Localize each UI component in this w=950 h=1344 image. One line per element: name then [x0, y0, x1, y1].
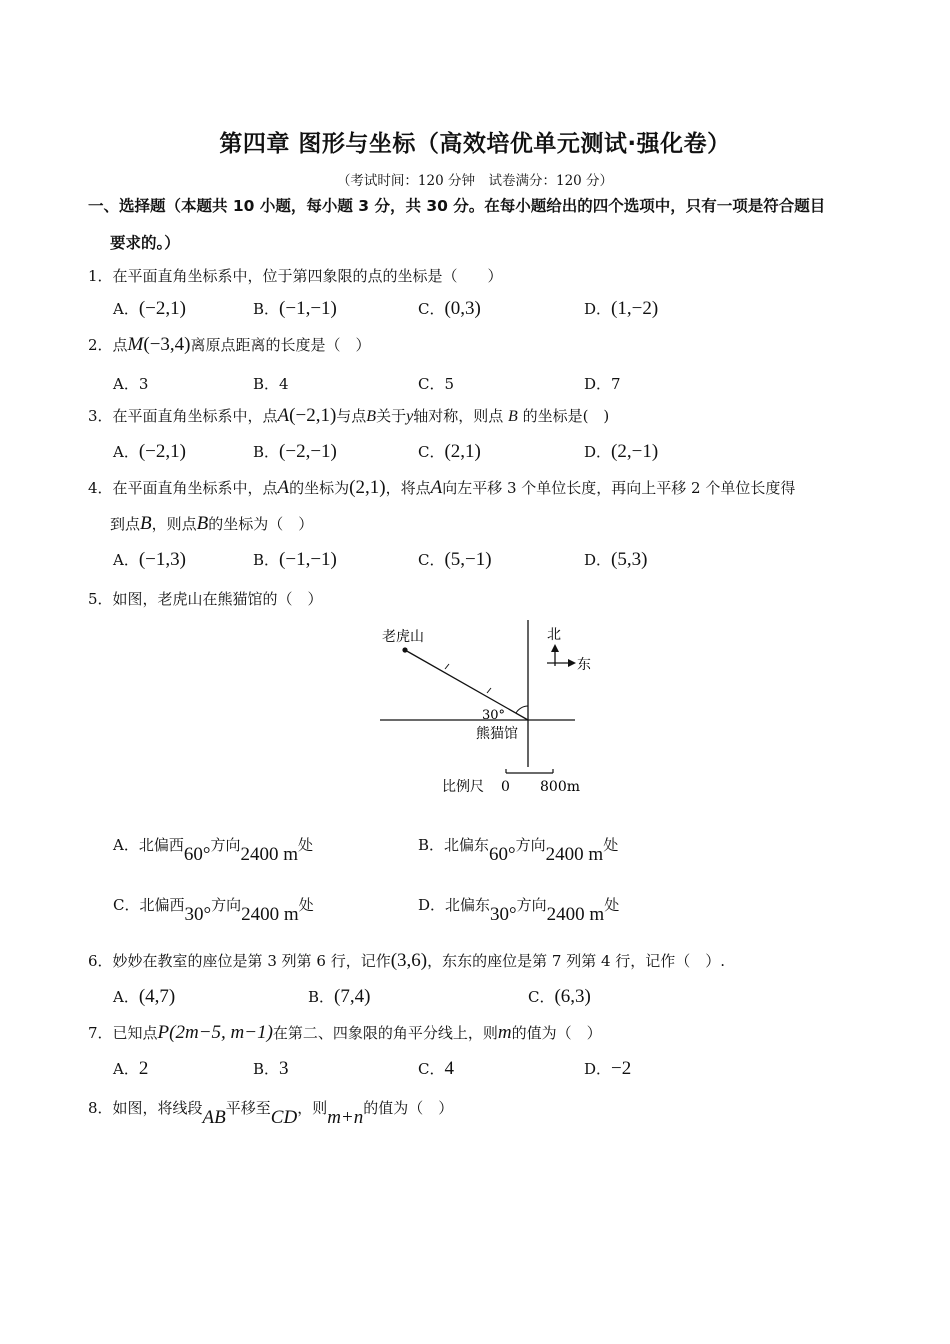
option-value: (−2,1) — [138, 298, 186, 319]
option-value: −2 — [611, 1058, 632, 1079]
q3-option-a[interactable] — [113, 441, 186, 463]
q5-option-b[interactable] — [418, 834, 619, 865]
q3-text: 3．在平面直角坐标系中，点 — [88, 407, 278, 425]
q3-coord: (−2,1) — [289, 405, 337, 426]
option-value: 4 — [279, 375, 289, 393]
option-mid: 方向 — [211, 896, 242, 914]
q8-text: 8．如图，将线段 — [88, 1099, 203, 1117]
q4-text: ，则点 — [151, 515, 197, 533]
question-4-stem-cont — [110, 513, 313, 535]
option-distance: 2400 m — [240, 844, 299, 865]
option-label: A． — [113, 443, 139, 461]
option-distance: 2400 m — [545, 844, 604, 865]
option-distance: 2400 m — [241, 904, 299, 925]
q4-var-a2: A — [430, 477, 443, 498]
option-value: 3 — [279, 1058, 289, 1079]
q3-option-d[interactable] — [584, 441, 658, 463]
q2-coord: (−3,4) — [143, 334, 191, 355]
q8-text: 平移至 — [225, 1099, 271, 1117]
option-label: A． — [113, 551, 139, 569]
q5-option-c[interactable] — [113, 894, 314, 925]
q4-var-b2: B — [196, 513, 209, 534]
option-distance: 2400 m — [546, 904, 605, 925]
q7-option-c[interactable] — [418, 1058, 454, 1080]
scale-label: 比例尺 — [442, 779, 484, 795]
exam-info: （考试时间：120 分钟 试卷满分：120 分） — [336, 173, 614, 189]
option-value: 5 — [444, 375, 455, 393]
option-label: B． — [308, 988, 335, 1006]
q6-option-c[interactable] — [528, 986, 591, 1008]
option-value: 2 — [138, 1058, 149, 1079]
question-8-stem — [88, 1097, 454, 1128]
option-label: C． — [528, 988, 555, 1006]
option-label: B． — [253, 300, 280, 318]
east-label: 东 — [577, 657, 591, 673]
q4-coord: (2,1) — [349, 477, 386, 498]
q8-segment-cd: CD — [270, 1107, 298, 1128]
q8-expression: m+n — [327, 1107, 364, 1128]
option-mid: 方向 — [515, 836, 546, 854]
tiger-mountain-label: 老虎山 — [382, 629, 424, 645]
option-label: B． — [418, 836, 445, 854]
q7-text: 7．已知点 — [88, 1024, 158, 1042]
option-value: 3 — [138, 375, 149, 393]
option-value: (2,−1) — [611, 441, 659, 462]
q6-text: 6．妙妙在教室的座位是第 3 列第 6 行，记作 — [88, 952, 391, 970]
q4-var-b: B — [140, 513, 152, 534]
option-tail: 处 — [604, 896, 620, 914]
angle-arc — [516, 706, 528, 713]
option-value: (4,7) — [138, 986, 176, 1007]
option-tail: 处 — [603, 836, 619, 854]
question-4-stem — [88, 477, 795, 499]
q7-text: 在第二、四象限的角平分线上，则 — [272, 1024, 498, 1042]
option-value: (5,3) — [611, 549, 648, 570]
option-tail: 处 — [298, 896, 314, 914]
q2-text-tail: 离原点距离的长度是（ ） — [190, 336, 371, 354]
q4-var-a: A — [277, 477, 290, 498]
q8-segment-ab: AB — [202, 1107, 226, 1128]
q7-option-d[interactable] — [584, 1058, 631, 1080]
q3-var-b2: B — [508, 408, 518, 425]
q1-option-a[interactable] — [113, 298, 186, 320]
q3-option-b[interactable] — [253, 441, 337, 463]
q3-var-b: B — [366, 408, 377, 425]
option-dir: 北偏东 — [444, 836, 490, 854]
option-value: (−1,−1) — [279, 549, 337, 570]
q4-text: ，将点 — [385, 479, 431, 497]
option-value: 4 — [444, 1058, 454, 1079]
q2-option-d[interactable] — [584, 373, 621, 394]
q4-option-c[interactable] — [418, 549, 492, 571]
option-tail: 处 — [298, 836, 314, 854]
q5-option-a[interactable] — [113, 834, 314, 865]
q3-var-a: A — [277, 405, 290, 426]
q3-text: 轴对称，则点 — [413, 407, 504, 425]
option-mid: 方向 — [516, 896, 547, 914]
option-label: A． — [113, 300, 139, 318]
angle-label: 30° — [482, 708, 506, 723]
section-heading-cont: 要求的。） — [110, 234, 180, 252]
q6-option-b[interactable] — [308, 986, 370, 1008]
tick-mark — [487, 688, 491, 693]
q7-var-m: m — [497, 1022, 512, 1043]
q1-option-b[interactable] — [253, 298, 337, 320]
q4-text: 的坐标为（ ） — [208, 515, 314, 533]
option-label: C． — [113, 896, 140, 914]
q6-coord: (3,6) — [390, 950, 428, 971]
option-label: D． — [584, 1060, 612, 1078]
q4-text: 向左平移 3 个单位长度，再向上平移 2 个单位长度得 — [442, 479, 796, 497]
q4-option-d[interactable] — [584, 549, 647, 571]
north-arrowhead — [551, 644, 559, 652]
page-title: 第四章 图形与坐标（高效培优单元测试·强化卷） — [219, 131, 731, 157]
option-label: A． — [113, 988, 139, 1006]
q2-var: M — [127, 334, 144, 355]
option-label: A． — [113, 375, 139, 393]
option-value: (0,3) — [444, 298, 481, 319]
option-label: A． — [113, 1060, 139, 1078]
q7-text: 的值为（ ） — [511, 1024, 602, 1042]
q4-text: 的坐标为 — [289, 479, 350, 497]
q4-text: 到点 — [110, 515, 141, 533]
option-value: (−2,−1) — [279, 441, 337, 462]
section-heading: 一、选择题（本题共 10 小题，每小题 3 分，共 30 分。在每小题给出的四个选项中，只有一项是符合题目 — [88, 197, 826, 215]
option-value: (−2,1) — [138, 441, 186, 462]
q6-option-a[interactable] — [113, 986, 175, 1008]
tick-mark — [445, 664, 449, 669]
option-value: (−1,3) — [138, 549, 186, 570]
scale-end: 800m — [540, 779, 580, 795]
north-label: 北 — [547, 627, 561, 643]
q8-text: ，则 — [297, 1099, 328, 1117]
q2-text: 2．点 — [88, 336, 128, 354]
q7-option-a[interactable] — [113, 1058, 148, 1080]
q3-text: 的坐标是( ) — [522, 407, 610, 425]
scale-zero: 0 — [501, 779, 510, 795]
option-dir: 北偏西 — [138, 836, 184, 854]
option-label: C． — [418, 1060, 445, 1078]
option-value: (5,−1) — [444, 549, 492, 570]
option-value: (7,4) — [334, 986, 371, 1007]
q2-option-a[interactable] — [113, 373, 148, 394]
option-value: 7 — [611, 375, 621, 393]
option-label: B． — [253, 551, 280, 569]
option-value: (1,−2) — [611, 298, 659, 319]
panda-house-label: 熊猫馆 — [476, 726, 518, 742]
question-6-stem — [88, 950, 725, 972]
question-3-stem — [88, 405, 609, 427]
option-angle: 30° — [184, 904, 212, 925]
option-angle: 60° — [183, 844, 211, 865]
direction-segment — [405, 650, 528, 720]
option-dir: 北偏东 — [445, 896, 491, 914]
q2-option-b[interactable] — [253, 373, 289, 394]
option-label: D． — [418, 896, 446, 914]
option-label: D． — [584, 300, 612, 318]
option-angle: 60° — [489, 844, 516, 865]
option-value: (−1,−1) — [279, 298, 337, 319]
q3-option-c[interactable] — [418, 441, 481, 463]
question-5-stem: 5．如图，老虎山在熊猫馆的（ ） — [88, 590, 323, 608]
option-label: B． — [253, 1060, 280, 1078]
q4-text: 4．在平面直角坐标系中，点 — [88, 479, 278, 497]
q1-option-c[interactable] — [418, 298, 481, 320]
q1-option-d[interactable] — [584, 298, 658, 320]
q3-text: 关于 — [376, 407, 407, 425]
q7-option-b[interactable] — [253, 1058, 289, 1080]
option-label: D． — [584, 551, 612, 569]
option-label: D． — [584, 443, 612, 461]
q5-option-d[interactable] — [418, 894, 620, 925]
question-2-stem — [88, 334, 371, 356]
question-7-stem — [88, 1022, 602, 1044]
q2-option-c[interactable] — [418, 373, 454, 394]
option-label: C． — [418, 551, 445, 569]
q8-text: 的值为（ ） — [363, 1099, 454, 1117]
option-label: C． — [418, 443, 445, 461]
q7-coord: (2m−5, m−1) — [169, 1022, 273, 1043]
option-label: B． — [253, 443, 280, 461]
q7-var-p: P — [157, 1022, 170, 1043]
option-angle: 30° — [490, 904, 517, 925]
option-value: (6,3) — [554, 986, 591, 1007]
option-label: C． — [418, 375, 445, 393]
option-mid: 方向 — [210, 836, 241, 854]
option-label: C． — [418, 300, 445, 318]
q6-text: ，东东的座位是第 7 列第 4 行，记作（ ）. — [427, 952, 726, 970]
option-dir: 北偏西 — [139, 896, 185, 914]
option-label: A． — [113, 836, 139, 854]
option-value: (2,1) — [444, 441, 481, 462]
direction-figure — [370, 612, 620, 807]
question-1-stem: 1．在平面直角坐标系中，位于第四象限的点的坐标是（ ） — [88, 267, 503, 285]
q3-var-y: y — [406, 408, 414, 425]
option-label: D． — [584, 375, 612, 393]
tiger-mountain-point — [402, 647, 407, 652]
q3-text: 与点 — [336, 407, 367, 425]
q4-option-a[interactable] — [113, 549, 186, 571]
q4-option-b[interactable] — [253, 549, 337, 571]
east-arrowhead — [568, 659, 576, 667]
option-label: B． — [253, 375, 280, 393]
